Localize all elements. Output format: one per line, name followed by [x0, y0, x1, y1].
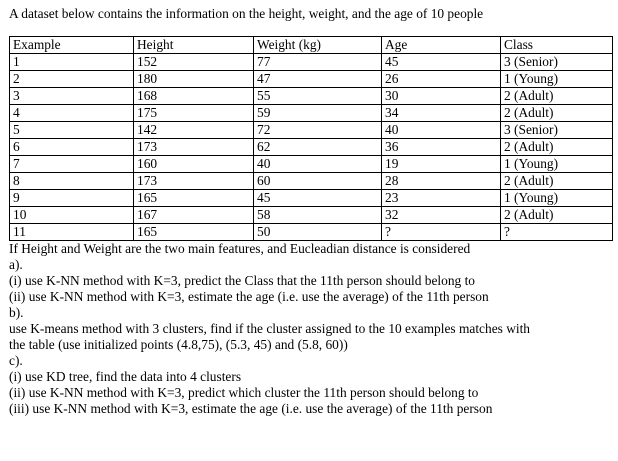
- cell-age: ?: [382, 224, 501, 241]
- cell-example: 9: [10, 190, 134, 207]
- cell-age: 32: [382, 207, 501, 224]
- header-class: Class: [501, 37, 613, 54]
- cell-height: 160: [134, 156, 254, 173]
- cell-example: 7: [10, 156, 134, 173]
- cell-example: 8: [10, 173, 134, 190]
- cell-height: 180: [134, 71, 254, 88]
- header-height: Height: [134, 37, 254, 54]
- cell-weight: 72: [254, 122, 382, 139]
- cell-age: 45: [382, 54, 501, 71]
- cell-example: 6: [10, 139, 134, 156]
- table-row: [10, 71, 613, 88]
- cell-weight: 55: [254, 88, 382, 105]
- table-row: [10, 156, 613, 173]
- cell-example: 5: [10, 122, 134, 139]
- question-line: a).: [9, 257, 23, 272]
- cell-height: 168: [134, 88, 254, 105]
- cell-class: 2 (Adult): [501, 207, 613, 224]
- cell-age: 28: [382, 173, 501, 190]
- cell-weight: 40: [254, 156, 382, 173]
- cell-weight: 59: [254, 105, 382, 122]
- cell-weight: 60: [254, 173, 382, 190]
- question-line: (ii) use K-NN method with K=3, predict which cluster the 11th person should belong to: [9, 385, 479, 400]
- cell-height: 165: [134, 190, 254, 207]
- cell-example: 3: [10, 88, 134, 105]
- cell-example: 10: [10, 207, 134, 224]
- cell-class: 2 (Adult): [501, 139, 613, 156]
- table-row: [10, 173, 613, 190]
- table-row: [10, 54, 613, 71]
- cell-class: 1 (Young): [501, 71, 613, 88]
- table-row: [10, 190, 613, 207]
- cell-example: 2: [10, 71, 134, 88]
- cell-age: 30: [382, 88, 501, 105]
- cell-class: 3 (Senior): [501, 122, 613, 139]
- table-row: [10, 139, 613, 156]
- cell-height: 152: [134, 54, 254, 71]
- question-line: If Height and Weight are the two main features, and Eucleadian distance is considered: [9, 241, 471, 256]
- question-line: (i) use K-NN method with K=3, predict the Class that the 11th person should belong to: [9, 273, 475, 288]
- table-header-row: [10, 37, 613, 54]
- cell-class: 1 (Young): [501, 190, 613, 207]
- cell-weight: 62: [254, 139, 382, 156]
- dataset-table: [9, 36, 613, 241]
- cell-height: 142: [134, 122, 254, 139]
- cell-age: 23: [382, 190, 501, 207]
- cell-height: 175: [134, 105, 254, 122]
- cell-example: 11: [10, 224, 134, 241]
- cell-example: 1: [10, 54, 134, 71]
- table-row: [10, 88, 613, 105]
- cell-weight: 47: [254, 71, 382, 88]
- question-line: use K-means method with 3 clusters, find if the cluster assigned to the 10 examples matches with: [9, 321, 530, 336]
- cell-class: 1 (Young): [501, 156, 613, 173]
- cell-class: ?: [501, 224, 613, 241]
- table-row: [10, 207, 613, 224]
- header-age: Age: [382, 37, 501, 54]
- cell-height: 173: [134, 139, 254, 156]
- intro-text: A dataset below contains the information on the height, weight, and the age of 10 people: [9, 6, 484, 21]
- cell-age: 19: [382, 156, 501, 173]
- question-line: (ii) use K-NN method with K=3, estimate the age (i.e. use the average) of the 11th person: [9, 289, 489, 304]
- cell-class: 2 (Adult): [501, 173, 613, 190]
- cell-weight: 77: [254, 54, 382, 71]
- questions-section: [9, 241, 611, 417]
- table-row: [10, 122, 613, 139]
- header-weight: Weight (kg): [254, 37, 382, 54]
- cell-height: 165: [134, 224, 254, 241]
- question-line: (iii) use K-NN method with K=3, estimate the age (i.e. use the average) of the 11th person: [9, 401, 493, 416]
- header-example: Example: [10, 37, 134, 54]
- table-row: [10, 224, 613, 241]
- cell-age: 26: [382, 71, 501, 88]
- question-line: b).: [9, 305, 24, 320]
- cell-age: 40: [382, 122, 501, 139]
- cell-class: 3 (Senior): [501, 54, 613, 71]
- cell-weight: 45: [254, 190, 382, 207]
- question-line: the table (use initialized points (4.8,75), (5.3, 45) and (5.8, 60)): [9, 337, 348, 352]
- cell-weight: 50: [254, 224, 382, 241]
- question-line: c).: [9, 353, 23, 368]
- cell-weight: 58: [254, 207, 382, 224]
- document-page: [9, 6, 611, 417]
- question-line: (i) use KD tree, find the data into 4 clusters: [9, 369, 242, 384]
- cell-class: 2 (Adult): [501, 105, 613, 122]
- cell-example: 4: [10, 105, 134, 122]
- cell-height: 173: [134, 173, 254, 190]
- cell-class: 2 (Adult): [501, 88, 613, 105]
- cell-age: 36: [382, 139, 501, 156]
- cell-height: 167: [134, 207, 254, 224]
- table-row: [10, 105, 613, 122]
- cell-age: 34: [382, 105, 501, 122]
